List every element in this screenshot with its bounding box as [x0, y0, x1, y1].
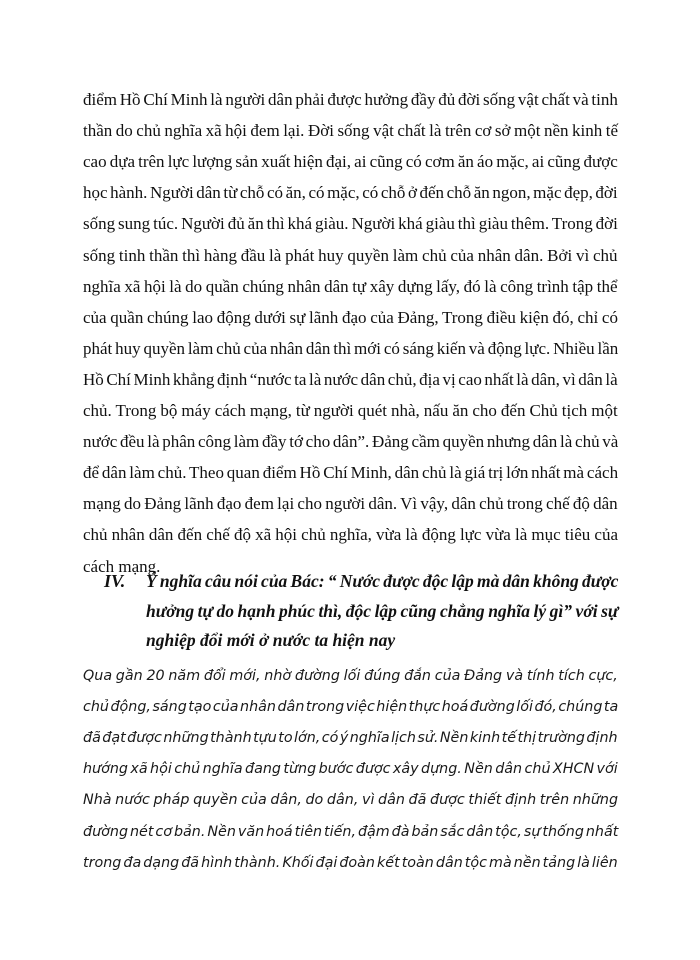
p1-line: mạng do Đảng lãnh đạo đem lại cho người dân. Vì vậy, dân chủ trong chế độ dân: [83, 494, 618, 514]
p2-line: đã đạt được những thành tựu to lớn, có ý nghĩa lịch sử. Nền kinh tế thị trường định: [83, 730, 618, 747]
p1-line: Hồ Chí Minh khẳng định “nước ta là nước dân chủ, địa vị cao nhất là dân, vì dân là: [83, 369, 618, 389]
p1-line: cao dựa trên lực lượng sản xuất hiện đại, ai cũng có cơm ăn áo mặc, ai cũng được: [83, 152, 618, 172]
p1-line: sống tinh thần thì hàng đầu là phát huy quyền làm chủ của nhân dân. Bởi vì chủ: [83, 245, 618, 265]
p2-line: Nhà nước pháp quyền của dân, do dân, vì dân đã được thiết định trên những: [83, 792, 619, 809]
p2-line: chủ động, sáng tạo của nhân dân trong việc hiện thực hoá đường lối đó, chúng ta: [83, 699, 619, 716]
p2-line: Qua gần 20 năm đổi mới, nhờ đường lối đúng đắn của Đảng và tính tích cực,: [83, 668, 618, 684]
heading-line: nghiệp đổi mới ở nước ta hiện nay: [146, 630, 396, 650]
heading-line: hưởng tự do hạnh phúc thì, độc lập cũng chẳng nghĩa lý gì” với sự: [146, 600, 619, 621]
p1-line: sống sung túc. Người đủ ăn thì khá giàu. Người khá giàu thì giàu thêm. Trong đời: [83, 214, 618, 234]
p1-line: thần do chủ nghĩa xã hội đem lại. Đời sống vật chất là trên cơ sở một nền kinh tế: [83, 121, 619, 141]
p1-line: điểm Hồ Chí Minh là người dân phải được hưởng đầy đủ đời sống vật chất và tinh: [83, 90, 618, 109]
p1-line: của quần chúng lao động dưới sự lãnh đạo của Đảng, Trong điều kiện đó, chỉ có: [83, 307, 618, 327]
p1-line: để dân làm chủ. Theo quan điểm Hồ Chí Minh, dân chủ là giá trị lớn nhất mà cách: [83, 463, 619, 483]
p1-line: nước đều là phân công làm đầy tớ cho dân”. Đảng cầm quyền nhưng dân là chủ và: [83, 432, 619, 452]
p1-line: chủ nhân dân đến chế độ xã hội chủ nghĩa, vừa là động lực vừa là mục tiêu của: [83, 525, 619, 545]
heading-number: IV.: [104, 571, 126, 591]
p2-line: đường nét cơ bản. Nền văn hoá tiên tiến, đậm đà bản sắc dân tộc, sự thống nhất: [83, 823, 619, 840]
p1-line: phát huy quyền làm chủ của nhân dân thì mới có sáng kiến và động lực. Nhiều lần: [83, 338, 619, 358]
p2-line: hướng xã hội chủ nghĩa đang từng bước được xây dựng. Nền dân chủ XHCN với: [83, 761, 618, 778]
p1-line: nghĩa xã hội là do quần chúng nhân dân tự xây dựng lấy, đó là công trình tập thể: [83, 276, 618, 296]
p1-line: chủ. Trong bộ máy cách mạng, từ người quét nhà, nấu ăn cho đến Chủ tịch một: [83, 401, 618, 420]
p1-line: cách mạng.: [83, 556, 161, 576]
p1-line: học hành. Người dân từ chỗ có ăn, có mặc, có chỗ ở đến chỗ ăn ngon, mặc đẹp, đời: [83, 183, 618, 203]
heading-line: Ý nghĩa câu nói của Bác: “ Nước được độc lập mà dân không được: [146, 571, 619, 591]
p2-line: trong đa dạng đã hình thành. Khối đại đoàn kết toàn dân tộc mà nền tảng là liên: [83, 854, 618, 871]
